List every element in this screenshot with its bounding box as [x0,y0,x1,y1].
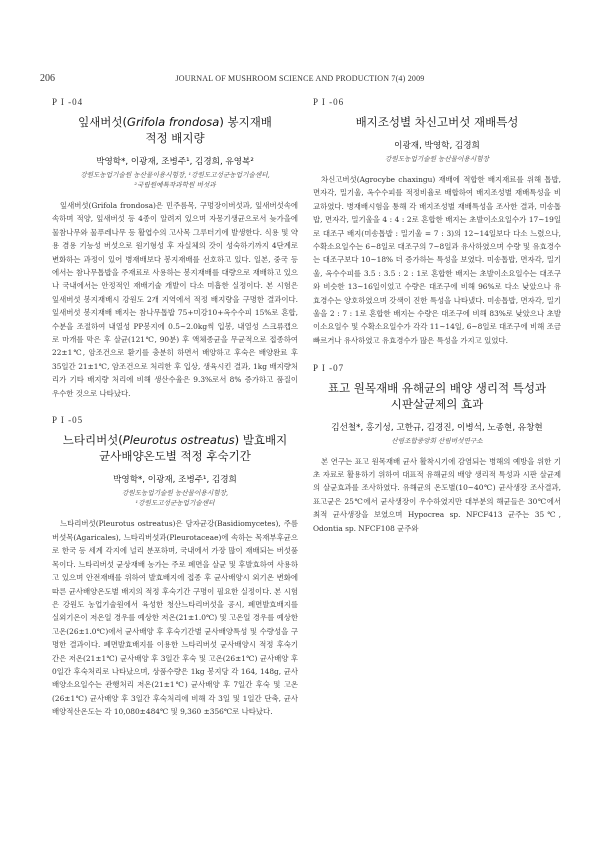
abstract-title [52,114,298,146]
abstract-id: P I -04 [52,97,84,107]
title-line2: 균사배양온도별 적정 후숙기간 [99,449,251,464]
abstract-body: 잎새버섯(Grifola frondosa)은 민주름목, 구멍장이버섯과, 잎새버섯속에 속하며 적양, 잎새버섯 등 4종이 알려져 있으며 자몽기생균으로서 늦가을에 물참나무와 물푸레나무 등 활엽수의 고사목 그루터기에 발생한다. 식용 및 약용 겸용 기능성 버섯으로 원기형성 후 자실체의 갓이 성숙하기까지 4단계로 변화하는 과정이 있어 병재배보다 봉지재배를 선호하고 있다. 일본, 중국 등 에서는 참나무톱밥을 주재료로 사용하는 봉지재배를 대량으로 재배하고 있으나 국내에서는 안정적인 재배기술 개발이 다소 미흡한 실정이다. 본 시험은 잎새버섯 봉지재배시 강원도 2개 지역에서 적정 배지량을 구명한 결과이다. 잎새버섯 봉지재배 배지는 참나무톱밥 75+미강10+옥수수피 15%로 혼합, 수분을 조절하여 내열성 PP봉지에 0.5~2.0kg씩 입봉, 내열성 스크류캡으로 마개를 막은 후 살균(121℃, 90분) 후 액체종균을 무균적으로 접종하여 22±1℃, 암조건으로 환기를 충분히 하면서 배양하고 후숙은 배양완료 후 35일간 21±1℃, 암조건으로 처리한 후 입상, 생육시킨 결과, 1kg 배지량처리가 기타 배지량 처리에 비해 생산수율은 9.3%로서 8% 증가하고 품질이 우수한 것으로 나타났다. [52,201,298,398]
authors: 김선철*, 홍기성, 고한규, 김경진, 이병석, 노종현, 유창현 [331,422,543,433]
abstract-title [313,114,561,130]
authors: 이광재, 박영학, 김경희 [394,141,480,151]
abstract-title [52,432,298,464]
abstract-p1-04 [52,97,298,400]
title-pre: 잎새버섯( [78,115,128,129]
title-line2: 시판살균제의 효과 [390,396,484,411]
authors: 박영학*, 이광재, 조병주¹, 김경희, 유영복² [96,157,254,167]
affiliation [52,488,298,508]
abstract-id: P I -06 [313,97,345,107]
abstract-id: P I -07 [313,362,345,373]
affiliation-line-1: 강원도농업기술원 농산물이용시험장 [384,155,489,163]
page-number: 206 [40,73,55,84]
title-pre: 표고 원목재배 유해균의 배양 생리적 특성과 [327,380,547,395]
title-italic: Pleurotus ostreatus [122,433,235,448]
title-pre: 느타리버섯( [62,433,123,448]
affiliation-line-1: 산림조합중앙회 산림버섯연구소 [391,436,483,445]
abstract-body: 본 연구는 표고 원목재배 균사 활착시기에 감염되는 병해의 예방을 위한 기초 자료로 활용하기 위하여 대표적 유해균의 배양 생리적 특성과 시판 살균제의 살균효과를 조사하였다. 유해균의 온도별(10~40℃) 균사생장 조사결과, 표고균은 25℃에서 균사생장이 우수하였지만 대부분의 해균들은 30℃에서 최적 균사생장을 보였으며 Hypocrea sp. NFCF413 균주는 35℃, Odontia sp. NFCF108 균주와 [313,456,561,533]
abstract-title [313,380,561,412]
title-pre: 배지조성별 차신고버섯 재배특성 [355,115,519,129]
affiliation-line-1: 강원도농업기술원 농산물이용시험장, [121,489,229,498]
title-italic: Grifola frondosa [127,115,220,129]
right-column [313,97,561,543]
running-head: JOURNAL OF MUSHROOM SCIENCE AND PRODUCTION 7(4) 2009 [175,74,425,83]
affiliation [52,170,298,190]
authors: 박영학*, 이광재, 조병주¹, 김경희 [113,475,237,486]
abstract-p1-06 [313,97,561,347]
affiliation-line-1: 강원도농업기술원 농산물이용시험장, ¹강원도고성군농업기술센터, [80,171,270,179]
abstract-body: 차신고버섯(Agrocybe chaxingu) 재배에 적합한 배지재료를 위해 톱밥, 면자각, 밀기울, 옥수수피를 적정비율로 배합하여 배지조성별 재배특성을 비교하였다. 병재배시험을 통해 각 배지조성별 재배특성을 조사한 결과, 미송톱밥, 면자각, 밀기울을 4 : 4 : 2로 혼합한 배지는 초발이소요일수가 17~19일로 대조구 배지(미송톱밥 : 밀기울 = 7 : 3)의 12~14일보다 다소 느렸으나, 수확소요일수는 6~8일로 대조구의 7~8일과 유사하였으며 수량 및 유효경수는 대조구보다 10~18% 더 증가하는 특성을 보였다. 미송톱밥, 면자각, 밀기울, 옥수수피를 3.5 : 3.5 : 2 : 1로 혼합한 배지는 초발이소요일수는 대조구와 비슷한 13~16일이었고 수량은 대조구에 비해 96%로 다소 낮았으나 유효경수는 양호하였으며 갓색이 진한 특성을 나타냈다. 미송톱밥, 면자각, 밀기울을 2 : 7 : 1로 혼합한 배지는 수량은 대조구에 비해 83%로 낮았으나 초발이소요일수 및 수확소요일수가 각각 11~14일, 6~8일로 대조구에 비해 조금 빠르거나 유사하였고 유효경수가 많은 특성을 가지고 있었다. [313,175,561,345]
affiliation [313,154,561,164]
abstract-p1-07 [313,363,561,535]
affiliation-line-2: ¹강원도고성군농업기술센터 [135,499,215,508]
affiliation-line-2: ²국립원예특작과학원 버섯과 [134,181,216,189]
abstract-body: 느타리버섯(Pleurotus ostreatus)은 담자균강(Basidiomycetes), 주름버섯목(Agaricales), 느타리버섯과(Pleurotaceae)에 속하는 목재부후균으로 한국 등 세계 각지에 널리 분포하며, 국내에서 가장 많이 재배되는 버섯품목이다. 느타리버섯 균상재배 농가는 주로 폐면을 살균 및 후발효하여 사용하고 있으며 안전재배를 위하여 발효배지에 접종 후 균사배양시 외기온 변화에 따른 균사배양온도별 배지의 적정 후숙기간 구명이 필요한 실정이다. 본 시험은 강원도 농업기술원에서 육성한 청산느타리버섯을 공시, 폐면발효배지를 실외기온이 저온일 경우를 예상한 저온(21±1.0℃) 및 고온일 경우를 예상한 고온(26±1.0℃)에서 균사배양 후 후숙기간별 균사배양특성 및 수량성을 구명한 결과이다. 폐면발효배지를 이용한 느타리버섯 균사배양시 적정 후숙기간은 저온(21±1℃) 균사배양 후 3일간 후숙 및 고온(26±1℃) 균사배양 후 0일간 후숙처리로 나타났으며, 상품수량은 1kg 봉지당 각 164, 148g, 균사배양소요일수는 관행처리 저온(21±1℃) 균사배양 후 7일간 후숙 및 고온(26±1℃) 균사배양 후 3일간 후숙처리에 비해 각 3일 및 1일간 단축, 균사배양적산온도는 각 10,080±484℃ 및 9,360 ±356℃로 나타났다. [52,519,298,717]
left-column [52,97,298,726]
affiliation [313,436,561,446]
title-post: ) 봉지재배 [219,115,272,129]
title-line2: 적정 배지량 [145,131,205,145]
abstract-id: P I -05 [52,415,84,426]
abstract-p1-05 [52,415,298,718]
title-post: ) 발효배지 [234,433,288,448]
page-header [40,73,560,87]
